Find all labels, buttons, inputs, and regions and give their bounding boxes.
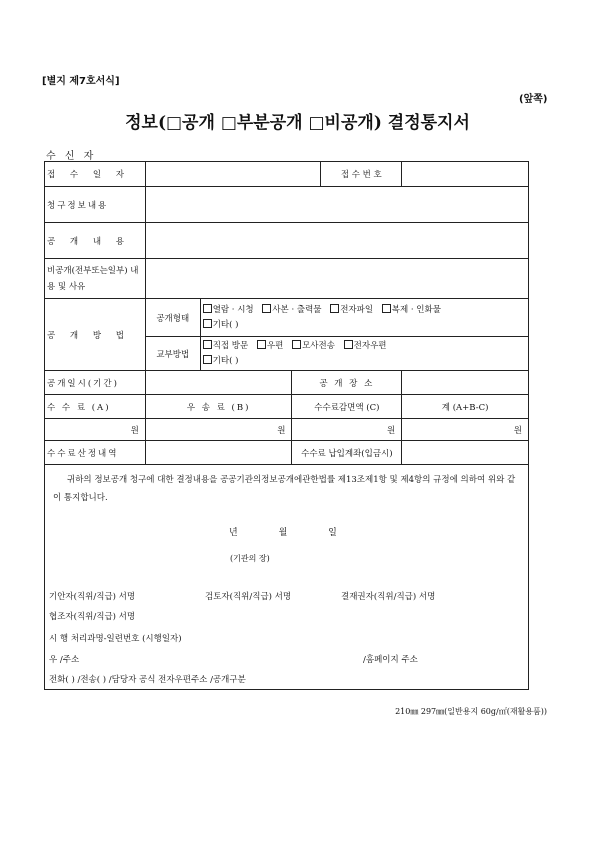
disclosure-form-label: 공개형태 [145,299,200,337]
disclosure-content-label: 공 개 내 용 [45,223,146,259]
postal-address-line: 우 /주소 [49,655,80,665]
decision-notice-form [44,161,529,690]
drafter-signature: 기안자(직위/직급) 서명 [49,592,136,602]
fee-basis-label: 수수료산정내역 [45,441,146,465]
delivery-method-label: 교부방법 [145,337,200,371]
enforcement-line: 시 행 처리과명-일련번호 (시행일자) [49,634,182,644]
form-option-view[interactable]: 열람 · 시청 [203,303,254,318]
document-title: 정보(□공개 □부분공개 □비공개) 결정통지서 [125,113,470,133]
disclosure-date-label: 공개일시(기간) [45,371,146,395]
postage-label: 우 송 료 (B) [145,395,292,419]
form-option-copy[interactable]: 사본 · 출력물 [262,303,321,318]
request-content-value[interactable] [145,187,528,223]
notice-text: 귀하의 정보공개 청구에 대한 결정내용을 공공기관의정보공개에관한법률 제13조제1항 및 제4항의 규정에 의하여 위와 같이 통지합니다. [53,475,516,503]
delivery-option-visit[interactable]: 직접 방문 [203,339,249,354]
fee-total-label: 계 (A+B-C) [402,395,529,419]
front-side-label: (앞쪽) [519,94,548,105]
delivery-option-email[interactable]: 전자우편 [344,339,387,354]
form-option-other[interactable]: 기타( ) [203,318,239,333]
delivery-option-other[interactable]: 기타( ) [203,354,239,369]
cooperator-signature: 협조자(직위/직급) 서명 [49,612,136,622]
disclosure-place-label: 공 개 장 소 [292,371,402,395]
receipt-date-label: 접 수 일 자 [45,162,146,187]
nondisclosure-value[interactable] [145,259,528,299]
contact-line: 전화( ) /전송( ) /담당자 공식 전자우편주소 /공개구분 [49,675,246,685]
approver-signature: 결재권자(직위/직급) 서명 [341,592,436,602]
form-number-label: [별지 제7호서식] [42,76,120,87]
disclosure-content-value[interactable] [145,223,528,259]
recipient-label: 수 신 자 [46,151,97,162]
checkbox-icon [382,304,391,313]
form-option-duplicate[interactable]: 복제 · 인화물 [382,303,441,318]
disclosure-method-label: 공 개 방 법 [45,299,146,371]
checkbox-icon [203,340,212,349]
paper-spec-footer: 210㎜ 297㎜(일반용지 60g/㎡(재활용품)) [395,707,547,716]
checkbox-icon [262,304,271,313]
delivery-option-fax[interactable]: 모사전송 [292,339,335,354]
receipt-number-value[interactable] [402,162,529,187]
reviewer-signature: 검토자(직위/직급) 서명 [205,592,292,602]
delivery-method-options [200,337,528,371]
fee-account-label: 수수료 납입계좌(입금시) [292,441,402,465]
fee-reduction-label: 수수료감면액 (C) [292,395,402,419]
checkbox-icon [203,304,212,313]
checkbox-icon [330,304,339,313]
request-content-label: 청구정보내용 [45,187,146,223]
agency-head-seal: (기관의 장) [230,554,270,563]
checkbox-icon [203,319,212,328]
delivery-option-mail[interactable]: 우편 [257,339,283,354]
postage-amount[interactable]: 원 [145,419,292,441]
checkbox-icon [344,340,353,349]
checkbox-icon [292,340,301,349]
fee-total-amount[interactable]: 원 [402,419,529,441]
form-option-electronic[interactable]: 전자파일 [330,303,373,318]
fee-reduction-amount[interactable]: 원 [292,419,402,441]
receipt-date-value[interactable] [145,162,321,187]
fee-amount[interactable]: 원 [45,419,146,441]
fee-basis-value[interactable] [145,441,292,465]
disclosure-date-value[interactable] [145,371,292,395]
fee-label: 수 수 료 (A) [45,395,146,419]
disclosure-form-options [200,299,528,337]
disclosure-place-value[interactable] [402,371,529,395]
receipt-number-label: 접 수 번 호 [321,162,402,187]
homepage-address-line: /홈페이지 주소 [363,655,418,665]
checkbox-icon [257,340,266,349]
notice-section [45,465,529,690]
checkbox-icon [203,355,212,364]
fee-account-value[interactable] [402,441,529,465]
issue-date-line: 년 월 일 [229,528,337,538]
nondisclosure-label: 비공개(전부또는일부) 내용 및 사유 [45,259,146,299]
